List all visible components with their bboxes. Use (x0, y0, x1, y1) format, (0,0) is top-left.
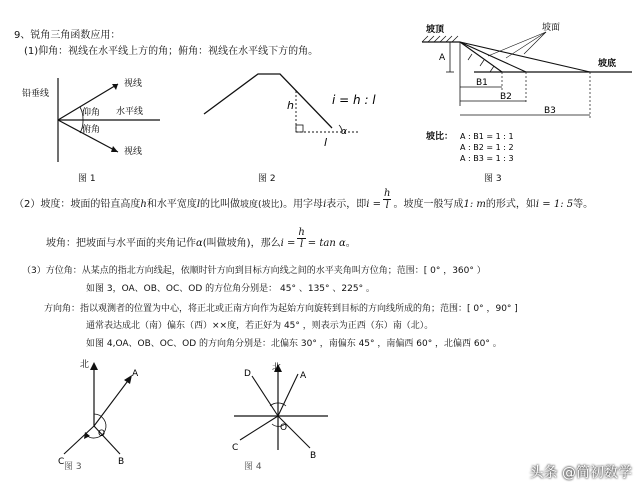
compass4-north: 北 (272, 363, 282, 373)
compass-figure-4-caption: 图 4 (244, 462, 262, 472)
ratio-3: A : B3 = 1 : 3 (460, 154, 514, 163)
alpha-label: α (341, 127, 347, 137)
ray-OC (64, 426, 94, 454)
compass3-O: O (98, 429, 106, 439)
compass4-O: O (280, 423, 288, 433)
figure-2 (200, 64, 400, 152)
trapezoid-profile (204, 74, 332, 128)
h-label: h (287, 99, 294, 112)
slope-angle-definition: 坡角：把坡面与水平面的夹角记作α(叫做坡角)，那么i = $\frac{h}{l}$ = tan α。 (46, 227, 356, 250)
compass4-C: C (232, 443, 239, 453)
compass4-D: D (244, 369, 251, 379)
azimuth-definition: （3）方位角：从某点的指北方向线起，依顺时针方向到目标方向线之间的水平夹角叫方位角；范围：[ 0° ，360° ） (22, 266, 486, 276)
slope-face-3 (460, 42, 590, 72)
compass4-B: B (310, 451, 317, 461)
ratio-2: A : B2 = 1 : 2 (460, 143, 514, 152)
elevation-definition: (1)仰角：视线在水平线上方的角；俯角：视线在水平线下方的角。 (24, 46, 319, 57)
B3-label: B3 (544, 106, 556, 116)
vertical-label: 铅垂线 (22, 89, 50, 99)
ratio-label: 坡比： (426, 132, 454, 142)
figure-1-caption: 图 1 (78, 174, 96, 184)
figure-3-caption: 图 3 (484, 174, 502, 184)
B2-label: B2 (500, 92, 512, 102)
compass3-north: 北 (80, 360, 90, 370)
ray-OA (278, 374, 298, 416)
sight-label-bottom: 视线 (124, 147, 143, 157)
compass-figure-3-caption: 图 3 (64, 462, 82, 472)
compass-figure-4 (228, 354, 348, 474)
compass3-B: B (118, 457, 125, 467)
north-arrow (90, 362, 98, 370)
direction-angle-example: 如图 4,OA、OB、OC、OD 的方向角分别是：北偏东 30° ，南偏东 45° ，南偏西 60° ，北偏西 60° 。 (86, 339, 502, 349)
compass4-A: A (300, 371, 307, 381)
direction-angle-definition: 方向角：指以观测者的位置为中心，将正北或正南方向作为起始方向旋转到目标的方向线所成的角；范围：[ 0° ，90° ] (44, 304, 518, 314)
direction-angle-usage: 通常表达成北（南）偏东（西）××度，若正好为 45° ，则表示为正西（东）南（北）。 (86, 321, 434, 331)
azimuth-example: 如图 3，OA、OB、OC、OD 的方位角分别是： 45° 、135° 、225° 。 (86, 284, 375, 294)
slope-top-label: 坡顶 (426, 25, 445, 35)
l-label: l (324, 136, 328, 149)
sight-label-top: 视线 (124, 79, 143, 89)
slope-bottom-label: 坡底 (598, 59, 617, 69)
depression-angle-label: 俯角 (82, 125, 101, 135)
ray-OA (94, 378, 130, 426)
ray-OD (252, 376, 278, 416)
compass-figure-3 (48, 354, 168, 474)
horizontal-label: 水平线 (116, 107, 144, 117)
slope-face-label: 坡面 (542, 23, 561, 33)
figure-3 (414, 14, 636, 170)
section-title: 9、锐角三角函数应用： (14, 30, 121, 41)
B1-label: B1 (476, 78, 488, 88)
compass3-A: A (132, 369, 139, 379)
A-label: A (439, 53, 446, 63)
ray-OC (240, 416, 278, 440)
elevation-angle-label: 仰角 (82, 108, 101, 118)
compass3-C: C (58, 457, 65, 467)
slope-definition: （2）坡度：坡面的铅直高度h和水平宽度l的比叫做坡度(坡比)。用字母i表示，即i = $\frac{h}{l}$ 。坡度一般写成1: m的形式，如i = 1: 5等。 (14, 188, 594, 211)
watermark: 头条 @简初数学 (529, 465, 632, 481)
figure-1 (20, 60, 200, 170)
slope-formula: i = h : l (332, 93, 376, 107)
ground-hatching (422, 36, 458, 42)
face-pointer-1 (524, 32, 546, 54)
arrow-down (111, 146, 118, 152)
ratio-1: A : B1 = 1 : 1 (460, 132, 514, 141)
right-angle-mark (296, 125, 303, 132)
figure-2-caption: 图 2 (258, 174, 276, 184)
